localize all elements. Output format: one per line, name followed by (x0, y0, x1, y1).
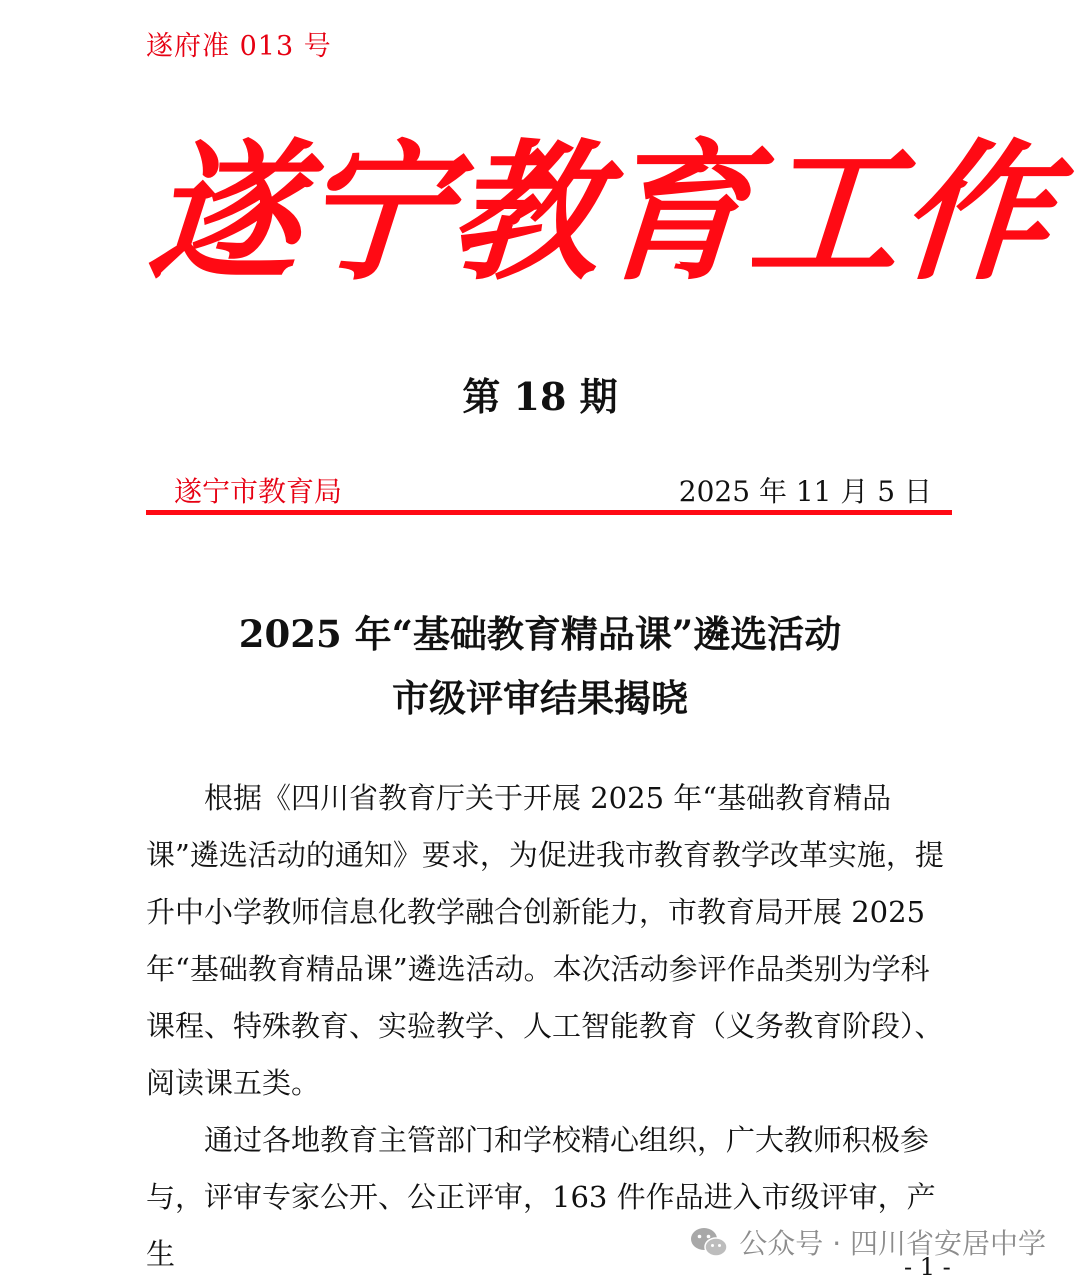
issue-number: 第 18 期 (462, 374, 618, 419)
wechat-watermark (689, 1222, 1046, 1262)
document-number: 遂府准 013 号 (146, 31, 332, 62)
issue-date: 2025 年 11 月 5 日 (678, 475, 932, 508)
article-body (146, 770, 946, 1283)
header-divider (146, 510, 952, 515)
masthead-char: 作 (893, 125, 1057, 301)
article-title-line-2: 市级评审结果揭晓 (392, 676, 688, 720)
issuer-name: 遂宁市教育局 (174, 475, 343, 508)
article-title-line-1: 2025 年“基础教育精品课”遴选活动 (238, 612, 842, 656)
masthead-char: 育 (593, 125, 757, 301)
watermark-text: 公众号 · 四川省安居中学 (739, 1227, 1046, 1260)
masthead-char: 教 (443, 125, 607, 301)
wechat-icon (689, 1225, 729, 1259)
paragraph: 通过各地教育主管部门和学校精心组织，广大教师积极参与，评审专家公开、公正评审，163 件作品进入市级评审，产生 (146, 1123, 936, 1271)
masthead-title (143, 118, 1057, 308)
masthead-char: 工 (743, 125, 907, 301)
page-number: - 1 - (904, 1253, 951, 1281)
masthead-char: 宁 (293, 125, 457, 301)
masthead-char: 遂 (143, 125, 307, 301)
paragraph: 根据《四川省教育厅关于开展 2025 年“基础教育精品课”遴选活动的通知》要求，为促进我市教育教学改革实施，提升中小学教师信息化教学融合创新能力，市教育局开展 2025 年“基础教育精品课”遴选活动。本次活动参评作品类别为学科课程、特殊教育、实验教学、人工智能教育（义务教育阶段）、阅读课五类。 (146, 781, 944, 1100)
